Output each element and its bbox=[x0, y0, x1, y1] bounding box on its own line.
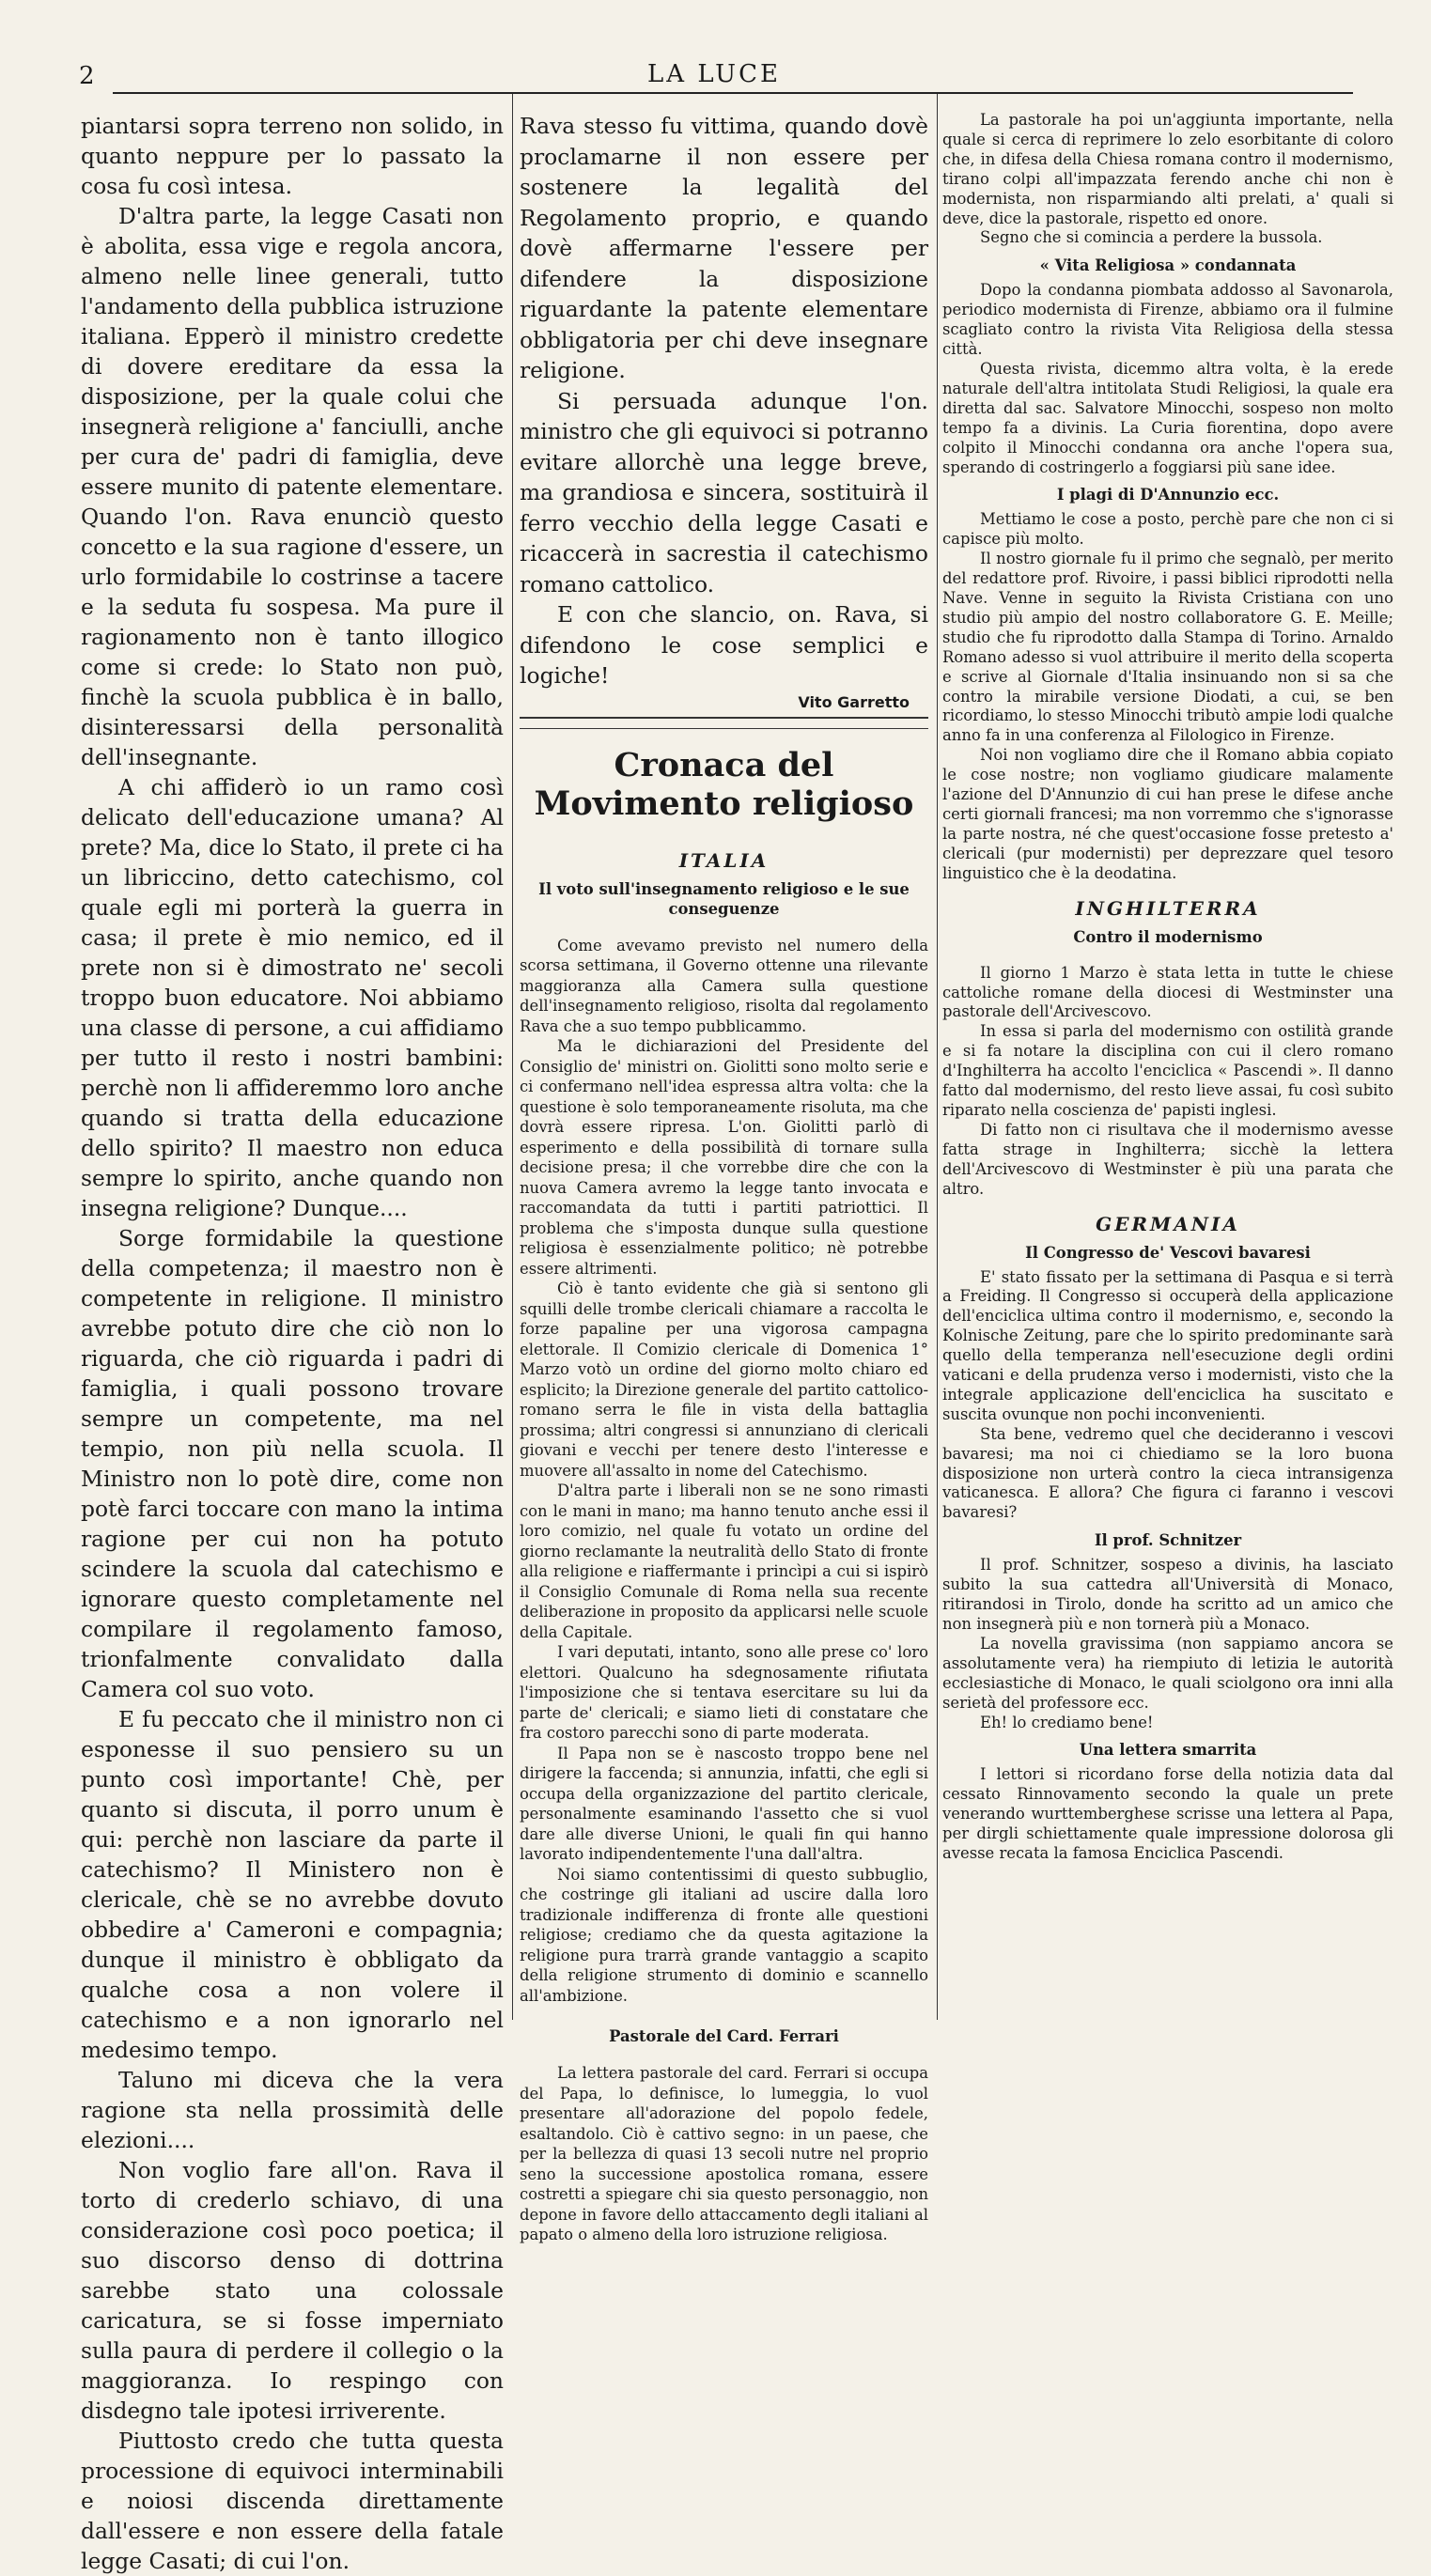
column-3 bbox=[942, 111, 1393, 2009]
country-heading: INGHILTERRA bbox=[1075, 896, 1261, 920]
paragraph: Il giorno 1 Marzo è stata letta in tutte le chiese cattoliche romane della diocesi di Westminster una pastorale dell'Arcivescovo. bbox=[942, 963, 1393, 1021]
paragraph: Sorge formidabile la questione della competenza; il maestro non è competente in religione. Il ministro avrebbe potuto dire che ciò non lo riguarda, che ciò riguarda i padri di famiglia, i quali possono trovare sempre un competente, ma nel tempio, non più nella scuola. Il Ministro non lo potè dire, come non potè farci toccare con mano la intima ragione per cui non ha potuto scindere la scuola dal catechismo e ignorare questo completamente nel compilare il regolamento famoso, trionfalmente convalidato dalla Camera col suo voto. bbox=[81, 1225, 504, 1702]
column-divider bbox=[512, 94, 513, 2020]
paragraph: I lettori si ricordano forse della notizia data dal cessato Rinnovamento secondo la quale un prete venerando wurttemberghese scrisse una lettera al Papa, per dirgli schiettamente quale impressione dolorosa gli avesse recata la famosa Enciclica Pascendi. bbox=[942, 1765, 1393, 1863]
paragraph: Piuttosto credo che tutta questa processione di equivoci interminabili e noiosi discenda direttamente dall'essere e non essere della fatale legge Casati; di cui l'on. bbox=[81, 2428, 504, 2574]
paragraph: piantarsi sopra terreno non solido, in quanto neppure per lo passato la cosa fu così intesa. bbox=[81, 113, 504, 199]
paragraph: Di fatto non ci risultava che il modernismo avesse fatta strage in Inghilterra; sicchè la lettera dell'Arcivescovo di Westminster è più una parata che altro. bbox=[942, 1120, 1393, 1198]
paragraph: Ma le dichiarazioni del Presidente del Consiglio de' ministri on. Giolitti sono molto serie e ci confermano nell'idea espressa altra volta: che la questione è solo temporaneamente risoluta, ma che dovrà essere ripresa. L'on. Giolitti parlò di esperimento e della possibilità di tornare sulla decisione presa; il che vorrebbe dire che con la nuova Camera avremo la legge tanto invocata e raccomandata da tutti i partiti patriottici. Il problema che s'imposta dunque sulla questione religiosa è essenzialmente politico; nè potrebbe essere altrimenti. bbox=[520, 1037, 928, 1278]
article-headline: Pastorale del Card. Ferrari bbox=[609, 2027, 839, 2045]
article-headline: Il voto sull'insegnamento religioso e le sue conseguenze bbox=[538, 879, 910, 918]
article-headline: Il Congresso de' Vescovi bavaresi bbox=[1025, 1243, 1311, 1262]
paragraph: E fu peccato che il ministro non ci esponesse il suo pensiero su un punto così importante! Chè, per quanto si discuta, il porro unum è qui: perchè non lasciare da parte il catechismo? Il Ministero non è clericale, chè se no avrebbe dovuto obbedire a' Cameroni e compagnia; dunque il ministro è obbligato da qualche cosa a non volere il catechismo e a non ignorarlo nel medesimo tempo. bbox=[81, 1706, 504, 2063]
paragraph: Sta bene, vedremo quel che decideranno i vescovi bavaresi; ma noi ci chiediamo se la loro buona disposizione non urterà contro la cieca intransigenza vaticanesca. E allora? Che figura ci faranno i vescovi bavaresi? bbox=[942, 1424, 1393, 1522]
paragraph: Mettiamo le cose a posto, perchè pare che non ci si capisce più molto. bbox=[942, 510, 1393, 549]
paragraph: A chi affiderò io un ramo così delicato dell'educazione umana? Al prete? Ma, dice lo Stato, il prete ci ha un libriccino, detto catechismo, col quale egli mi porterà la guerra in casa; il prete è mio nemico, ed il prete non si è dimostrato ne' secoli troppo buon educatore. Noi abbiamo una classe di persone, a cui affidiamo per tutto il resto i nostri bambini: perchè non li affideremmo loro anche quando si tratta della educazione dello spirito? Il maestro non educa sempre lo spirito, anche quando non insegna religione? Dunque.... bbox=[81, 774, 504, 1221]
paragraph: Si persuada adunque l'on. ministro che gli equivoci si potranno evitare allorchè una legge breve, ma grandiosa e sincera, sostituirà il ferro vecchio della legge Casati e ricaccerà in sacrestia il catechismo romano cattolico. bbox=[520, 387, 928, 597]
paragraph: La novella gravissima (non sappiamo ancora se assolutamente vera) ha riempiuto di letizia le autorità ecclesiastiche di Monaco, le quali sciolgono ora inni alla serietà del professore ecc. bbox=[942, 1634, 1393, 1712]
paragraph: Il nostro giornale fu il primo che segnalò, per merito del redattore prof. Rivoire, i passi biblici riprodotti nella Nave. Venne in seguito la Rivista Cristiana con uno studio più ampio del nostro collaboratore G. E. Meille; studio che fu riprodotto dalla Stampa di Torino. Arnaldo Romano adesso si vuol attribuire il merito della scoperta e scrive al Giornale d'Italia insinuando non si sa che contro la mirabile versione Diodati, a cui, se ben ricordiamo, lo stesso Minocchi tributò ampie lodi qualche anno fa in una conferenza al Filologico in Firenze. bbox=[942, 550, 1393, 745]
paragraph: Noi siamo contentissimi di questo subbuglio, che costringe gli italiani ad uscire dalla loro tradizionale indifferenza di fronte alle questioni religiose; crediamo che da questa agitazione la religione pura trarrà grande vantaggio a scapito della religione strumento di dominio e scannello all'ambizione. bbox=[520, 1865, 928, 2005]
paragraph: Come avevamo previsto nel numero della scorsa settimana, il Governo ottenne una rilevante maggioranza alla Camera sulla questione dell'insegnamento religioso, risolta dal regolamento Rava che a suo tempo pubblicammo. bbox=[520, 936, 928, 1035]
paragraph: La pastorale ha poi un'aggiunta importante, nella quale si cerca di reprimere lo zelo esorbitante di coloro che, in difesa della Chiesa romana contro il modernismo, tirano colpi all'impazzata ferendo anche chi non è modernista, non risparmiando alti prelati, a' quali si deve, dice la pastorale, rispetto ed onore. bbox=[942, 111, 1393, 227]
paragraph: La lettera pastorale del card. Ferrari si occupa del Papa, lo definisce, lo lumeggia, lo vuol presentare all'adorazione del popolo fedele, esaltandolo. Ciò è cattivo segno: in un paese, che per la bellezza di quasi 13 secoli nutre nel proprio seno la successione apostolica romana, essere costretti a spiegare chi sia questo personaggio, non depone in favore dello attaccamento degli italiani al papato o almeno della loro istruzione religiosa. bbox=[520, 2064, 928, 2243]
section-title: Cronaca del Movimento religioso bbox=[534, 745, 914, 823]
header-rule bbox=[113, 92, 1353, 94]
page-header bbox=[75, 58, 1353, 96]
article-headline: Una lettera smarrita bbox=[1079, 1741, 1257, 1760]
paragraph: Eh! lo crediamo bene! bbox=[980, 1713, 1154, 1731]
article-headline: I plagi di D'Annunzio ecc. bbox=[1056, 486, 1280, 504]
paragraph: I vari deputati, intanto, sono alle prese co' loro elettori. Qualcuno ha sdegnosamente rifiutata l'imposizione che si tentava esercitare su lui da parte de' clericali; e siamo lieti di constatare che fra costoro parecchi sono di parte moderata. bbox=[520, 1643, 928, 1742]
article-headline: « Vita Religiosa » condannata bbox=[1039, 256, 1297, 275]
country-heading: ITALIA bbox=[678, 848, 770, 872]
column-1 bbox=[81, 111, 504, 2574]
paragraph: Segno che si comincia a perdere la bussola. bbox=[980, 228, 1323, 247]
column-divider bbox=[937, 94, 938, 2020]
paragraph: D'altra parte, la legge Casati non è abolita, essa vige e regola ancora, almeno nelle linee generali, tutto l'andamento della pubblica istruzione italiana. Epperò il ministro credette di dovere ereditare da essa la disposizione, per la quale colui che insegnerà religione a' fanciulli, anche per cura de' padri di famiglia, deve essere munito di patente elementare. Quando l'on. Rava enunciò questo concetto e la sua ragione d'essere, un urlo formidabile lo costrinse a tacere e la seduta fu sospesa. Ma pure il ragionamento non è tanto illogico come si crede: lo Stato non può, finchè la scuola pubblica è in ballo, disinteressarsi della personalità dell'insegnante. bbox=[81, 203, 504, 770]
column-2 bbox=[520, 111, 928, 2243]
paragraph: Il prof. Schnitzer, sospeso a divinis, ha lasciato subito la sua cattedra all'Università di Monaco, ritirandosi in Tirolo, donde ha scritto ad un amico che non insegnerà più e non tornerà più a Monaco. bbox=[942, 1556, 1393, 1633]
paragraph: E' stato fissato per la settimana di Pasqua e si terrà a Freiding. Il Congresso si occuperà della applicazione dell'enciclica ultima contro il modernismo, e, secondo la Kolnische Zeitung, pare che lo spirito predominante sarà quello della temperanza nell'esecuzione degli ordini vaticani e della prudenza verso i modernisti, visto che la integrale applicazione dell'enciclica ha suscitato e suscita ovunque non pochi inconvenienti. bbox=[942, 1267, 1393, 1423]
paragraph: Non voglio fare all'on. Rava il torto di crederlo schiavo, di una considerazione così poco poetica; il suo discorso denso di dottrina sarebbe stato una colossale caricatura, se si fosse imperniato sulla paura di perdere il collegio o la maggioranza. Io respingo con disdegno tale ipotesi irriverente. bbox=[81, 2157, 504, 2424]
section-divider bbox=[520, 717, 928, 729]
masthead: LA LUCE bbox=[647, 60, 781, 88]
article-headline: Contro il modernismo bbox=[1073, 927, 1263, 946]
paragraph: Taluno mi diceva che la vera ragione sta nella prossimità delle elezioni.... bbox=[81, 2067, 504, 2153]
paragraph: D'altra parte i liberali non se ne sono rimasti con le mani in mano; ma hanno tenuto anche essi il loro comizio, nel quale fu votato un ordine del giorno reclamante la neutralità dello Stato di fronte alla religione e riaffermante i princìpi a cui si ispirò il Consiglio Comunale di Roma nella sua recente deliberazione in proposito da applicarsi nelle scuole della Capitale. bbox=[520, 1482, 928, 1641]
paragraph: Il Papa non se è nascosto troppo bene nel dirigere la faccenda; si annunzia, infatti, che egli si occupa della organizzazione del partito clericale, personalmente esaminando l'assetto che si vuol dare alle diverse Unioni, le quali fin qui hanno lavorato indipendentemente l'una dall'altra. bbox=[520, 1744, 928, 1863]
paragraph: Noi non vogliamo dire che il Romano abbia copiato le cose nostre; non vogliamo giudicare malamente l'azione del D'Annunzio di cui han prese le difese anche certi giornali francesi; ma non vorremmo che s'ignorasse la parte nostra, né che quest'occasione fosse pretesto a' clericali (pur modernisti) per deprezzare quel tesoro linguistico che è la deodatina. bbox=[942, 746, 1393, 882]
paragraph: Questa rivista, dicemmo altra volta, è la erede naturale dell'altra intitolata Studi Religiosi, la quale era diretta dal sac. Salvatore Minocchi, sospeso non molto tempo fa a divinis. La Curia fiorentina, dopo avere colpito il Minocchi condanna ora anche l'opera sua, sperando di costringerlo a foggiarsi più sane idee. bbox=[942, 359, 1393, 476]
paragraph: Rava stesso fu vittima, quando dovè proclamarne il non essere per sostenere la legalità del Regolamento proprio, e quando dovè affermarne l'essere per difendere la disposizione riguardante la patente elementare obbligatoria per chi deve insegnare religione. bbox=[520, 113, 928, 383]
author-signature: Vito Garretto bbox=[798, 692, 910, 711]
paragraph: Ciò è tanto evidente che già si sentono gli squilli delle trombe clericali chiamare a raccolta le forze papaline per una vigorosa campagna elettorale. Il Comizio clericale di Domenica 1° Marzo votò un ordine del giorno molto chiaro ed esplicito; la Direzione generale del partito cattolico-romano serra le file in vista della battaglia prossima; altri congressi si annunziano di clericali giovani e vecchi per tenere desto l'interesse e muovere all'assalto in nome del Catechismo. bbox=[520, 1280, 928, 1480]
country-heading: GERMANIA bbox=[1096, 1212, 1240, 1235]
paragraph: E con che slancio, on. Rava, si difendono le cose semplici e logiche! bbox=[520, 601, 928, 689]
page-number: 2 bbox=[79, 62, 95, 90]
paragraph: In essa si parla del modernismo con ostilità grande e si fa notare la disciplina con cui il clero romano d'Inghilterra ha accolto l'enciclica « Pascendi ». Il danno fatto dal modernismo, del resto lieve assai, fu così subito riparato nella coscienza de' papisti inglesi. bbox=[942, 1022, 1393, 1119]
paragraph: Dopo la condanna piombata addosso al Savonarola, periodico modernista di Firenze, abbiamo ora il fulmine scagliato contro la rivista Vita Religiosa della stessa città. bbox=[942, 281, 1393, 359]
article-headline: Il prof. Schnitzer bbox=[1094, 1531, 1242, 1550]
